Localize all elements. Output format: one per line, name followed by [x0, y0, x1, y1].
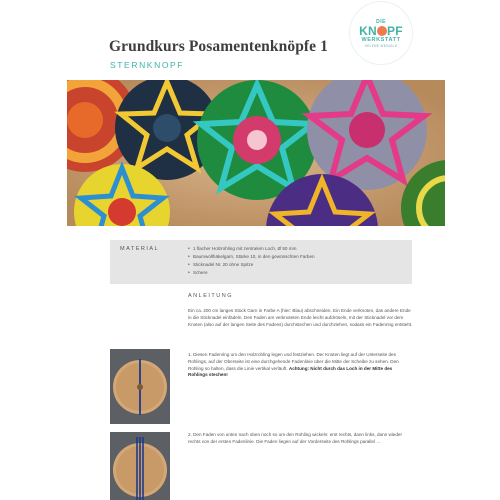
instructions-heading: ANLEITUNG — [188, 293, 233, 299]
material-label: MATERIAL — [120, 246, 160, 252]
instructions-step-1: 1. Diesen Fadenring um den Holzrohling legen und festziehen. Der Knoten liegt auf der Unterseite des Rohlings, auf der Oberseite ist eine durchgehende Fadenlinie über die Mitte der Scheibe zu sehen. Den Rohling so halten, dass die Linie vertikal verläuft. Achtung: Nicht durch das Loch in der Mitte des Rohlings stechen! — [188, 352, 399, 378]
instructions-step-2: 2. Den Faden von unten nach oben noch so um den Rohling wickeln: erst rechts, dann links, dann wieder rechts von der ersten Fadenlinie. Die Faden liegen auf der Vorderseite des Rohlings parallel … — [188, 432, 402, 444]
page-subtitle: STERNKNOPF — [110, 60, 185, 70]
knopf-werkstatt-logo: DIE KN PF WERKSTATT HELENE WEINOLD — [350, 2, 412, 64]
material-box — [110, 240, 412, 284]
material-item: • Sticknadel Nr. 20 ohne Spitze — [188, 261, 315, 269]
page-title: Grundkurs Posamentenknöpfe 1 — [109, 38, 328, 55]
material-item: • 1 flacher Holzrohling mit zentralem Loch, Ø 50 mm — [188, 245, 315, 253]
hero-photo-star-buttons — [67, 80, 445, 226]
step-1-photo — [110, 349, 170, 424]
warning-text: Achtung: Nicht durch das Loch in der Mitte des Rohlings stechen! — [188, 365, 393, 378]
step-2-photo — [110, 432, 170, 500]
material-item: • Baumwollhäkelgarn, Stärke 10, in den gewünschten Farben — [188, 253, 315, 261]
instructions-intro: Ein ca. 200 cm langes Stück Garn in Farbe A (hier: Blau) abschneiden. Ein Ende verknoten, das andere Ende in die Sticknadel einfädeln. Den Faden am verknoteten Ende leicht aufdröseln, mit der Sticknadel vor dem Knoten (also auf der langen Seite des Fadens) durchstechen und durchziehen, sodass ein Fadenring entsteht. — [188, 308, 413, 327]
material-list — [188, 245, 315, 277]
button-icon — [377, 26, 387, 36]
material-item: • Schere — [188, 269, 315, 277]
